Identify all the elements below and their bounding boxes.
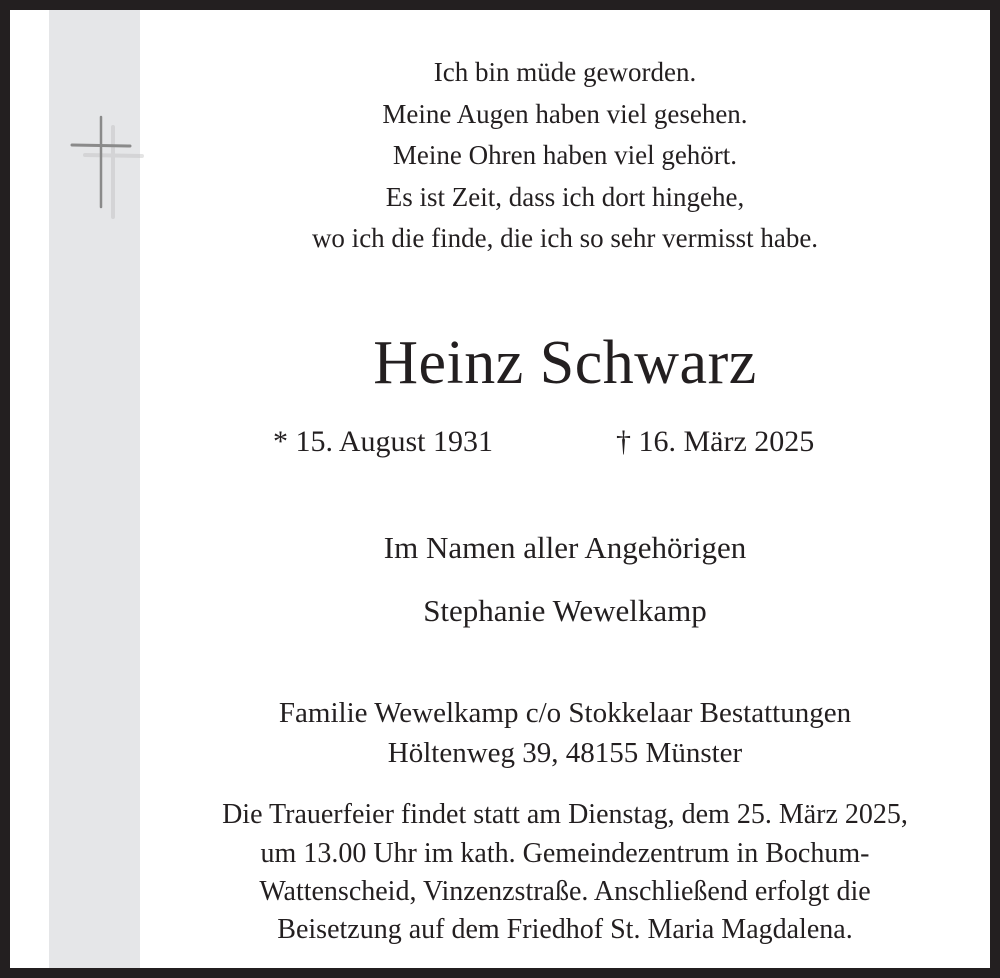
funeral-info-line: Wattenscheid, Vinzenzstraße. Anschließend erfolgt die	[259, 876, 871, 907]
funeral-info-line: um 13.00 Uhr im kath. Gemeindezentrum in Bochum-	[260, 838, 870, 869]
birth-date: * 15. August 1931	[273, 425, 494, 458]
poem-line: Meine Augen haben viel gesehen.	[382, 99, 748, 129]
death-date: † 16. März 2025	[616, 425, 815, 458]
signature-name: Stephanie Wewelkamp	[423, 593, 707, 628]
cross-icon	[60, 105, 150, 225]
poem-line: Es ist Zeit, dass ich dort hingehe,	[385, 182, 745, 212]
address-line: Familie Wewelkamp c/o Stokkelaar Bestattungen	[278, 697, 852, 729]
funeral-info-line: Die Trauerfeier findet statt am Dienstag, dem 25. März 2025,	[222, 799, 908, 830]
deceased-name: Heinz Schwarz	[373, 329, 757, 397]
poem-line: wo ich die finde, die ich so sehr vermisst habe.	[311, 223, 819, 253]
address-line: Höltenweg 39, 48155 Münster	[387, 737, 743, 769]
funeral-info-line: Beisetzung auf dem Friedhof St. Maria Magdalena.	[277, 914, 853, 945]
life-dates	[140, 427, 990, 461]
poem-line: Ich bin müde geworden.	[433, 57, 697, 87]
obituary-notice	[10, 10, 990, 968]
poem-line: Meine Ohren haben viel gehört.	[392, 140, 738, 170]
signature-intro: Im Namen aller Angehörigen	[383, 530, 747, 565]
